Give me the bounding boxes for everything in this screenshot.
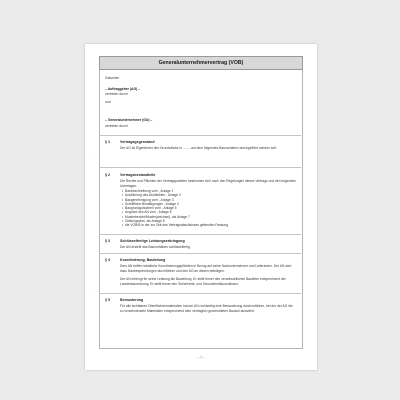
divider <box>99 234 301 235</box>
divider <box>99 167 301 168</box>
list-item: • Schriftliche Bestätigungen , Anlage 4 <box>122 202 228 206</box>
section-2-number: § 2 <box>105 173 110 177</box>
list-item: • Baugrundgutachten vom , Anlage 5 <box>122 206 228 210</box>
intro-text: Zwischen <box>105 76 120 80</box>
section-1-title: Vertragsgegenstand <box>120 140 155 144</box>
list-item: • Ausführung des Architekten , Anlage 2 <box>122 193 228 197</box>
section-4-text-2: Der AN erbringt für seine Leistung die Bauleitung. Er stellt ferner den verantwortlichen Bauleiter entsprechend der Landesbauordnung. Er stellt ferner den Sicherheits- und Gesundheitskoordinator. <box>120 277 286 286</box>
section-3-text: Der AN erstellt das Bauvorhaben schlüsselfertig. <box>120 245 191 249</box>
party-gu-label: – Generalunternehmer (GU) – <box>105 118 153 122</box>
section-5-text: Für alle sichtbaren Oberflächenmaterialien hat der AN rechtzeitig eine Bemusterung durchzuführen, bei der der AG die zu verwendenden Materialien entsprechend dem vertraglich geschuldeten Bausoll auswählt. <box>120 304 293 313</box>
section-2-attachment-list <box>122 189 228 228</box>
divider <box>99 293 301 294</box>
section-2-title: Vertragsbestandteile <box>120 173 156 177</box>
divider <box>99 135 301 136</box>
section-1-text: Der AG ist Eigentümer des Grundstücks in ........ auf dem folgendes Bauvorhaben durchgeführt werden soll: <box>120 146 277 150</box>
list-item: • Angebot des AN vom , Anlage 6 <box>122 210 228 214</box>
section-1-number: § 1 <box>105 140 110 144</box>
list-item: • Baubeschreibung vom , Anlage 1 <box>122 189 228 193</box>
list-item: • Musterbericht/Muster(wechsel), als Anlage 7 <box>122 215 228 219</box>
document-title: Generalunternehmervertrag (VOB) <box>99 56 303 70</box>
margin-mark: ... <box>88 152 91 156</box>
and-text: und <box>105 100 111 104</box>
party-ag-representative: vertreten durch <box>105 92 128 96</box>
section-4-title: Koordinierung, Bauleitung <box>120 258 166 262</box>
divider <box>99 253 301 254</box>
list-item: • Zahlungsplan, als Anlage 8 <box>122 219 228 223</box>
margin-mark: ... <box>88 288 91 292</box>
section-3-number: § 3 <box>105 239 110 243</box>
party-ag-label: – Auftraggeber (AG) – <box>105 87 141 91</box>
section-2-text: Die Rechte und Pflichten der Vertragsparteien bestimmen sich nach den Regelungen dieses Vertrags und den folgenden Unterlagen: <box>120 179 296 188</box>
section-3-title: Schlüsselfertige Leistungserbringung <box>120 239 185 243</box>
section-4-text-1: Dem AN treffen sämtliche Koordinierungspflichten in Bezug auf seine Nachunternehmer und Lieferanten. Der AN wird dazu Baubesprechungen durchführen und den AG an diesen beteiligen. <box>120 264 292 273</box>
section-5-title: Bemusterung <box>120 298 144 302</box>
page-number: – 1 – <box>197 355 205 359</box>
list-item: • Baugenehmigung vom , Anlage 3 <box>122 198 228 202</box>
document-page <box>85 44 317 370</box>
list-item: • die VOB/B in der zur Zeit des Vertragsabschlusses geltenden Fassung <box>122 223 228 227</box>
section-5-number: § 5 <box>105 298 110 302</box>
section-4-number: § 4 <box>105 258 110 262</box>
party-gu-representative: vertreten durch <box>105 124 128 128</box>
